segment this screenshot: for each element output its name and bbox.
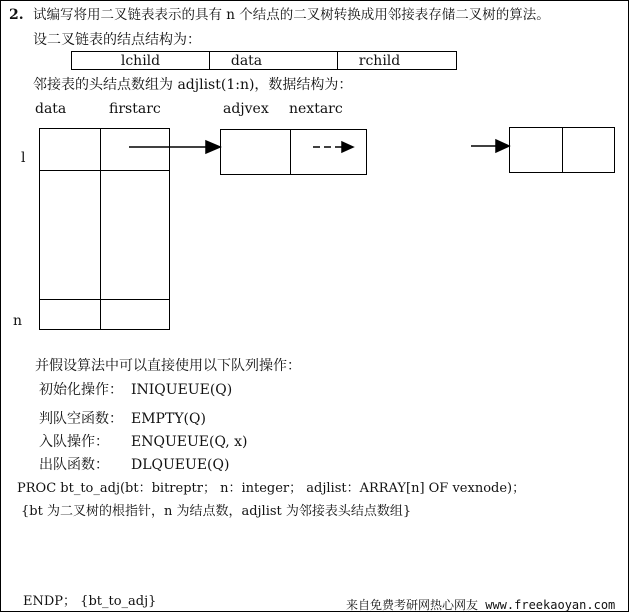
field-data: data xyxy=(230,53,263,69)
op-dequeue-call: DLQUEUE(Q) xyxy=(131,457,230,473)
proc-end: ENDP； {bt_to_adj} xyxy=(23,594,157,609)
op-enqueue-call: ENQUEUE(Q, x) xyxy=(131,434,248,450)
field-lchild: lchild xyxy=(120,53,161,69)
op-dequeue-label: 出队函数： xyxy=(39,457,109,473)
question-title: 试编写将用二叉链表表示的具有 n 个结点的二叉树转换成用邻接表存储二叉树的算法。 xyxy=(33,7,550,23)
adjacency-intro: 邻接表的头结点数组为 adjlist(1:n)，数据结构为： xyxy=(33,77,353,93)
arrow-to-last xyxy=(471,140,509,152)
row-label-last: n xyxy=(13,313,23,329)
pointer-arrows xyxy=(1,1,629,612)
op-empty-label: 判队空函数： xyxy=(39,411,123,427)
label-adjvex: adjvex xyxy=(223,101,269,117)
queue-intro: 并假设算法中可以直接使用以下队列操作： xyxy=(35,358,301,374)
op-init-label: 初始化操作： xyxy=(39,382,123,398)
proc-comment: {bt 为二叉树的根指针，n 为结点数，adjlist 为邻接表头结点数组} xyxy=(21,504,412,519)
node-structure-intro: 设二叉链表的结点结构为： xyxy=(33,32,201,48)
question-number: 2. xyxy=(9,7,24,23)
field-rchild: rchild xyxy=(358,53,401,69)
row-label-first: l xyxy=(21,150,26,166)
arrow-firstarc xyxy=(129,141,220,153)
op-enqueue-label: 入队操作： xyxy=(39,434,109,450)
op-init-call: INIQUEUE(Q) xyxy=(131,382,233,398)
proc-header: PROC bt_to_adj(bt：bitreptr； n：integer； adjlist：ARRAY[n] OF vexnode)； xyxy=(17,481,526,496)
label-nextarc: nextarc xyxy=(289,101,343,117)
watermark-text: 来自免费考研网热心网友 www.freekaoyan.com xyxy=(346,598,616,612)
op-empty-call: EMPTY(Q) xyxy=(131,411,206,427)
arrow-nextarc xyxy=(313,142,353,152)
label-firstarc: firstarc xyxy=(109,101,161,117)
label-data: data xyxy=(35,101,67,117)
